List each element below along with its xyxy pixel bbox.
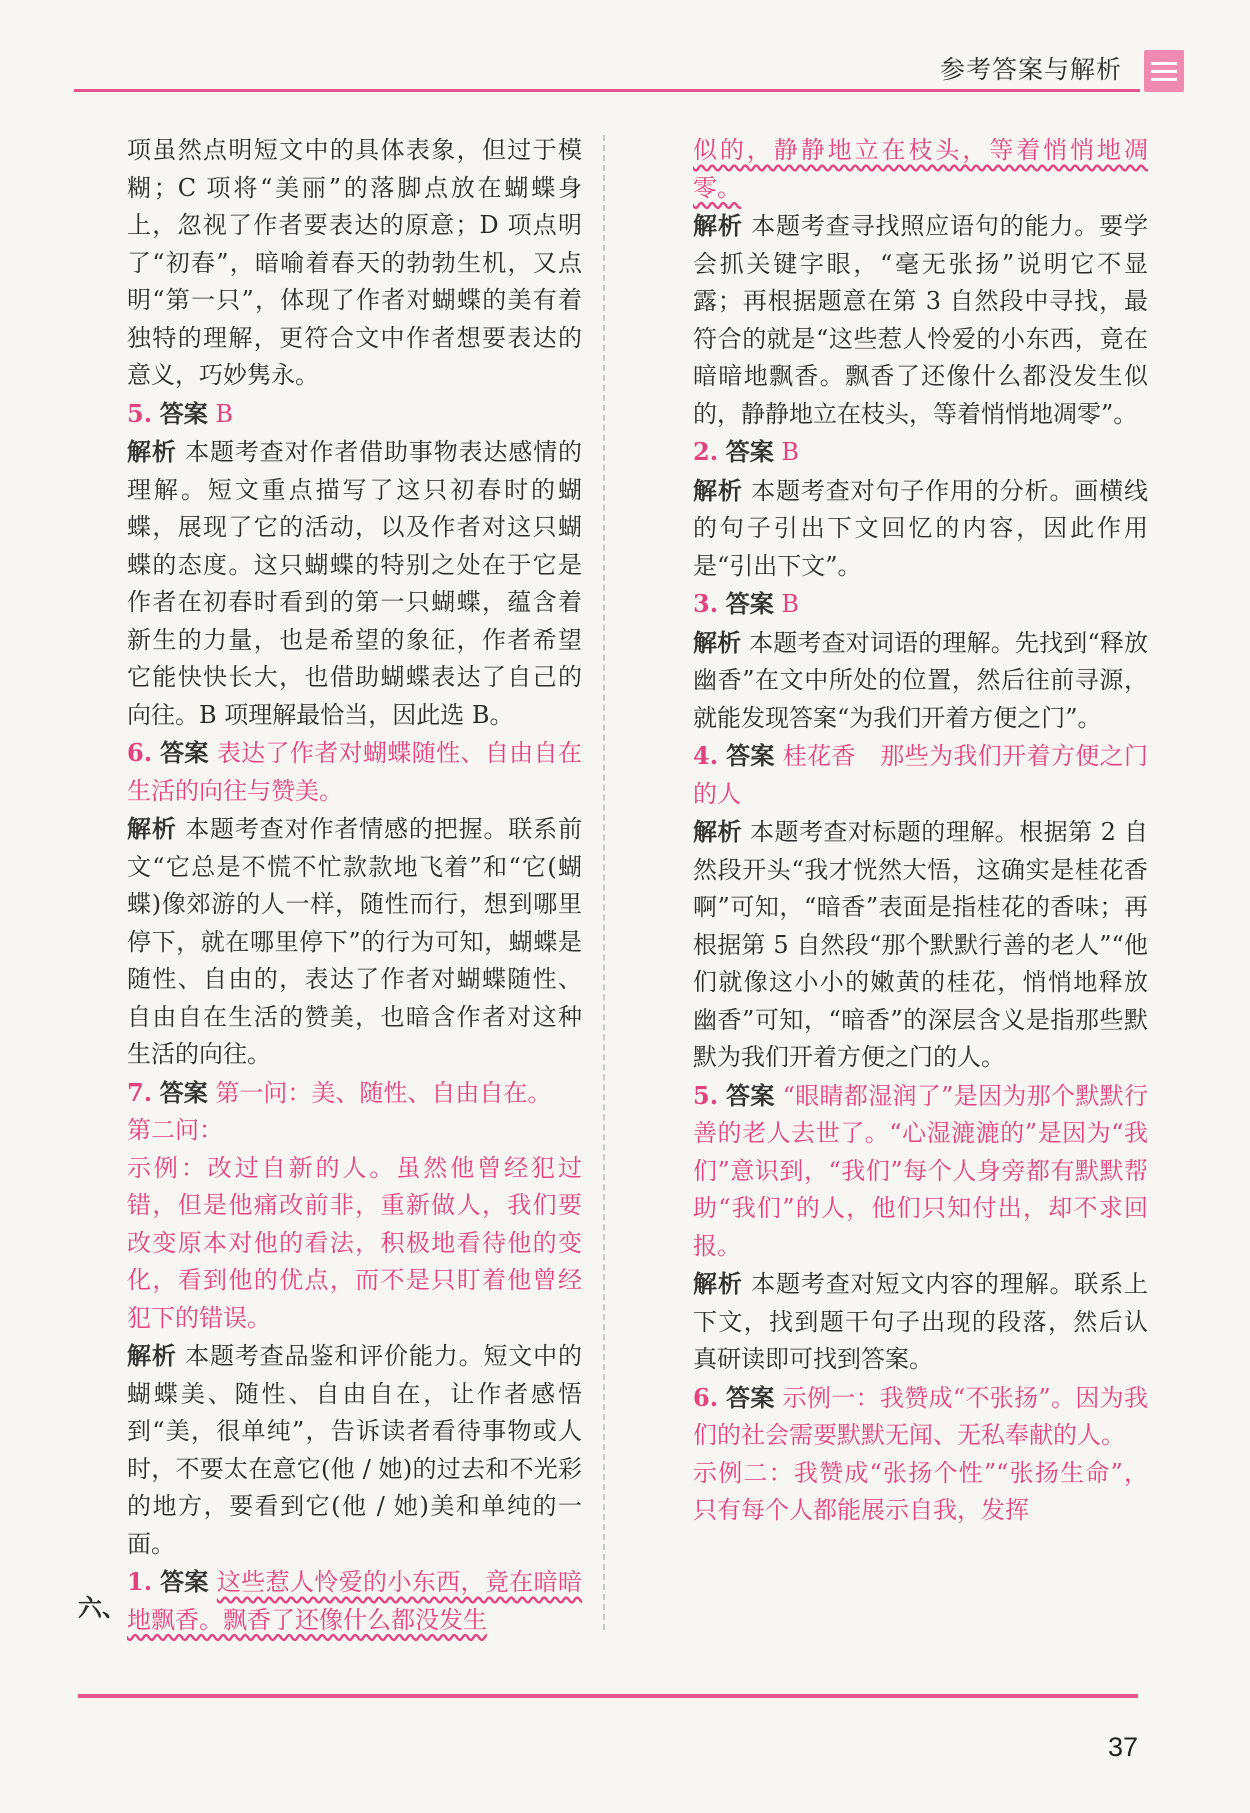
book-lines-icon xyxy=(1144,50,1184,92)
sec6-q2-explanation-text: 本题考查对句子作用的分析。画横线的句子引出下文回忆的内容，因此作用是“引出下文”。 xyxy=(693,476,1149,580)
section-six-marker: 六、 xyxy=(78,1593,126,1622)
sec6-q1-explanation-text: 本题考查寻找照应语句的能力。要学会抓关键字眼，“毫无张扬”说明它不显露；再根据题意在第 3 自然段中寻找，最符合的就是“这些惹人怜爱的小东西，竟在暗暗地飘香。飘香了还像什么都没发生似的，静静地立在枝头，等着悄悄地凋零”。 xyxy=(693,212,1149,428)
sec6-q5-answer xyxy=(693,1077,1148,1266)
sec6-q2-answer-value: B xyxy=(781,438,799,466)
sec6-q1-number: 1. xyxy=(127,1567,153,1596)
q6-explanation-label: 解析 xyxy=(127,814,177,843)
sec6-q4-number: 4. xyxy=(693,741,719,770)
sec6-q3-answer xyxy=(693,585,1148,624)
column-divider xyxy=(603,135,605,1630)
q6-answer xyxy=(127,734,582,810)
sec6-q2-explanation xyxy=(693,472,1148,586)
sec6-q5-explanation xyxy=(693,1265,1148,1379)
sec6-q3-explanation-text: 本题考查对词语的理解。先找到“释放幽香”在文中所处的位置，然后往前寻源，就能发现答案“为我们开着方便之门”。 xyxy=(693,628,1148,732)
q6-answer-label: 答案 xyxy=(160,738,209,767)
q7-number: 7. xyxy=(127,1077,153,1107)
sec6-q2-number: 2. xyxy=(693,437,719,466)
sec6-q1-answer-continued xyxy=(693,132,1148,207)
q7-answer-part1: 第一问：美、随性、自由自在。 xyxy=(215,1078,552,1107)
sec6-q1-answer-label: 答案 xyxy=(160,1567,209,1596)
q7-explanation-label: 解析 xyxy=(127,1341,177,1370)
q6-number: 6. xyxy=(127,738,153,767)
sec6-q1-explanation-label: 解析 xyxy=(693,211,743,240)
sec6-q3-explanation xyxy=(693,624,1148,738)
sec6-q4-explanation xyxy=(693,813,1148,1077)
q7-answer-label: 答案 xyxy=(159,1077,208,1107)
continued-paragraph: 项虽然点明短文中的具体表象，但过于模糊；C 项将“美丽”的落脚点放在蝴蝶身上，忽视了作者要表达的原意；D 项点明了“初春”，暗喻着春天的勃勃生机，又点明“第一只”，体现了作者对蝴蝶的美有着独特的理解，更符合文中作者想要表达的意义，巧妙隽永。 xyxy=(127,136,582,389)
sec6-q2-answer-label: 答案 xyxy=(725,437,774,466)
sec6-q4-answer-label: 答案 xyxy=(726,741,775,770)
q5-answer xyxy=(127,395,582,434)
page-number: 37 xyxy=(1107,1732,1138,1762)
sec6-q6-answer-label: 答案 xyxy=(726,1382,775,1412)
sec6-q5-explanation-text: 本题考查对短文内容的理解。联系上下文，找到题干句子出现的段落，然后认真研读即可找到答案。 xyxy=(693,1270,1149,1373)
q7-answer xyxy=(127,1074,582,1113)
sec6-q6-example-two: 示例二：我赞成“张扬个性”“张扬生命”，只有每个人都能展示自我，发挥 xyxy=(693,1458,1148,1524)
header-title: 参考答案与解析 xyxy=(939,55,1122,84)
q7-example: 示例：改过自新的人。虽然他曾经犯过错，但是他痛改前非，重新做人，我们要改变原本对他的看法，积极地看待他的变化，看到他的优点，而不是只盯着他曾经犯下的错误。 xyxy=(127,1153,582,1332)
sec6-q3-number: 3. xyxy=(693,589,719,618)
sec6-q5-answer-value: “眼睛都湿润了”是因为那个默默行善的老人去世了。“心湿漉漉的”是因为“我们”意识到，“我们”每个人身旁都有默默帮助“我们”的人，他们只知付出，却不求回报。 xyxy=(693,1081,1148,1260)
sec6-q4-answer-value: 桂花香 那些为我们开着方便之门的人 xyxy=(693,742,1148,808)
sec6-q3-answer-label: 答案 xyxy=(725,589,774,618)
q7-explanation xyxy=(127,1337,582,1563)
q5-answer-value: B xyxy=(215,399,233,428)
q5-explanation xyxy=(127,433,582,734)
q5-answer-label: 答案 xyxy=(159,398,208,428)
right-column xyxy=(693,132,1148,1530)
q5-number: 5. xyxy=(127,398,153,428)
sec6-q5-answer-label: 答案 xyxy=(726,1080,775,1110)
q5-explanation-text: 本题考查对作者借助事物表达感情的理解。短文重点描写了这只初春时的蝴蝶，展现了它的活动，以及作者对这只蝴蝶的态度。这只蝴蝶的特别之处在于它是作者在初春时看到的第一只蝴蝶，蕴含着新生的力量，也是希望的象征，作者希望它能快快长大，也借助蝴蝶表达了自己的向往。B 项理解最恰当，因此选 B。 xyxy=(127,438,583,729)
sec6-q3-answer-value: B xyxy=(781,590,799,618)
header-rule xyxy=(74,89,1140,92)
q6-explanation xyxy=(127,810,582,1074)
sec6-q1-answer-value: 这些惹人怜爱的小东西，竟在暗暗地飘香。飘香了还像什么都没发生 xyxy=(127,1568,582,1634)
sec6-q2-explanation-label: 解析 xyxy=(693,475,743,505)
sec6-q1-explanation xyxy=(693,207,1148,433)
sec6-q6-example-one: 示例一：我赞成“不张扬”。因为我们的社会需要默默无闻、无私奉献的人。 xyxy=(693,1383,1148,1449)
sec6-q6-number: 6. xyxy=(693,1382,719,1412)
sec6-q5-number: 5. xyxy=(693,1080,719,1110)
sec6-q4-explanation-text: 本题考查对标题的理解。根据第 2 自然段开头“我才恍然大悟，这确实是桂花香啊”可知，“暗香”表面是指桂花的香味；再根据第 5 自然段“那个默默行善的老人”“他们就像这小小的嫩黄的桂花，悄悄地释放幽香”可知，“暗香”的深层含义是指那些默默为我们开着方便之门的人。 xyxy=(693,818,1148,1071)
q6-answer-value: 表达了作者对蝴蝶随性、自由自在生活的向往与赞美。 xyxy=(127,739,582,805)
q5-explanation-label: 解析 xyxy=(127,437,177,466)
q7-explanation-text: 本题考查品鉴和评价能力。短文中的蝴蝶美、随性、自由自在，让作者感悟到“美，很单纯”，告诉读者看待事物或人时，不要太在意它(他 / 她)的过去和不光彩的地方，要看到它(他 / 她)美和单纯的一面。 xyxy=(127,1342,583,1558)
q6-explanation-text: 本题考查对作者情感的把握。联系前文“它总是不慌不忙款款地飞着”和“它(蝴蝶)像郊游的人一样，随性而行，想到哪里停下，就在哪里停下”的行为可知，蝴蝶是随性、自由的，表达了作者对蝴蝶随性、自由自在生活的赞美，也暗含作者对这种生活的向往。 xyxy=(127,815,583,1068)
page-header xyxy=(74,40,1140,92)
sec6-q4-answer xyxy=(693,737,1148,813)
footer-rule xyxy=(78,1694,1138,1698)
sec6-q6-answer xyxy=(693,1379,1148,1455)
sec6-q4-explanation-label: 解析 xyxy=(693,817,742,846)
sec6-q1-answer-continued-text: 似的，静静地立在枝头，等着悄悄地凋零。 xyxy=(693,136,1148,202)
left-column xyxy=(127,132,582,1639)
sec6-q3-explanation-label: 解析 xyxy=(693,627,742,657)
sec6-q5-explanation-label: 解析 xyxy=(693,1269,743,1298)
q7-answer-part2: 第二问： xyxy=(127,1116,223,1144)
sec6-q2-answer xyxy=(693,433,1148,472)
sec6-q1-answer xyxy=(127,1563,582,1639)
